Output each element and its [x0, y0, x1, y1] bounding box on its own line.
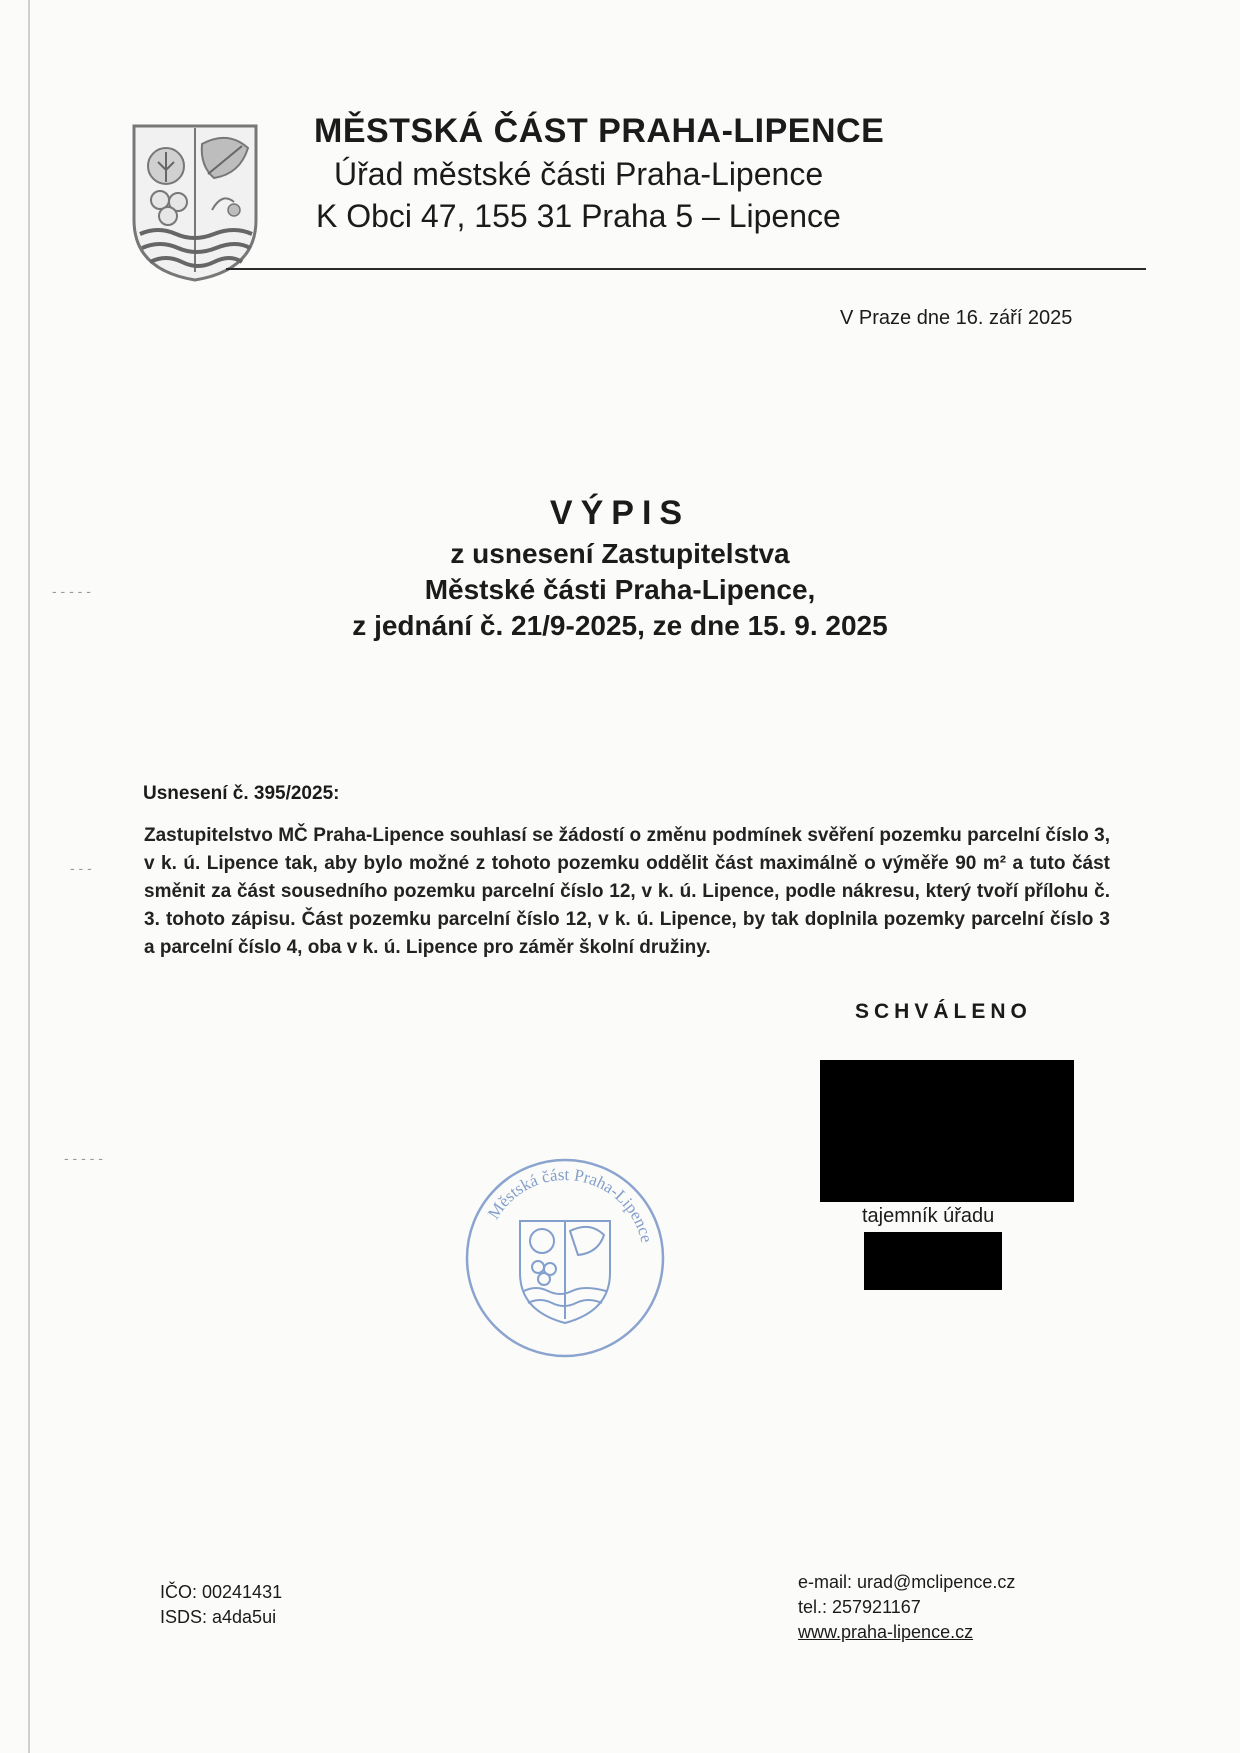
document-subtitle-line-2: Městské části Praha-Lipence, — [424, 574, 816, 605]
header-divider — [226, 268, 1146, 270]
signatory-role: tajemník úřadu — [862, 1205, 995, 1227]
footer-phone: tel.: 257921167 — [798, 1597, 921, 1617]
footer-contact — [798, 1570, 1015, 1645]
document-title: VÝPIS — [549, 494, 691, 532]
footer-email: e-mail: urad@mclipence.cz — [798, 1572, 1016, 1592]
office-name: Úřad městské části Praha-Lipence — [334, 156, 824, 192]
coat-of-arms-icon — [130, 122, 260, 282]
stamp-ring-text: Městská část Praha-Lipence — [483, 1164, 657, 1245]
redacted-name — [864, 1232, 1002, 1290]
document-date: V Praze dne 16. září 2025 — [840, 307, 1073, 329]
footer-ids — [160, 1580, 282, 1630]
office-address: K Obci 47, 155 31 Praha 5 – Lipence — [316, 198, 841, 234]
resolution-number: Usnesení č. 395/2025: — [143, 783, 340, 804]
resolution-text — [144, 822, 1110, 962]
approval-label: SCHVÁLENO — [855, 1000, 1032, 1023]
document-subtitle-line-1: z usnesení Zastupitelstva — [450, 538, 790, 569]
redacted-signature — [820, 1060, 1074, 1202]
document-subtitle-line-3: z jednání č. 21/9-2025, ze dne 15. 9. 2025 — [352, 610, 888, 641]
scan-mark: - - - - - — [64, 1150, 103, 1166]
resolution-paragraph: Zastupitelstvo MČ Praha-Lipence souhlasí se žádostí o změnu podmínek svěření pozemku parcelní číslo 3, v k. ú. Lipence tak, aby bylo možné z tohoto pozemku oddělit část maximálně o výměře 90 m² a tuto část směnit za část sousedního pozemku parcelní číslo 12, v k. ú. Lipence, podle nákresu, který tvoří přílohu č. 3. tohoto zápisu. Část pozemku parcelní číslo 12, v k. ú. Lipence, by tak doplnila pozemky parcelní číslo 3 a parcelní číslo 4, oba v k. ú. Lipence pro záměr školní družiny. — [144, 825, 1110, 958]
footer-isds: ISDS: a4da5ui — [160, 1607, 277, 1627]
official-stamp-icon — [462, 1155, 668, 1361]
scan-mark: - - - - - — [52, 583, 91, 599]
scan-margin-line — [28, 0, 30, 1753]
footer-ico: IČO: 00241431 — [160, 1582, 283, 1602]
scan-mark: - - - — [70, 860, 92, 876]
footer-website-link[interactable]: www.praha-lipence.cz — [798, 1622, 974, 1642]
municipality-name: MĚSTSKÁ ČÁST PRAHA-LIPENCE — [314, 112, 885, 150]
